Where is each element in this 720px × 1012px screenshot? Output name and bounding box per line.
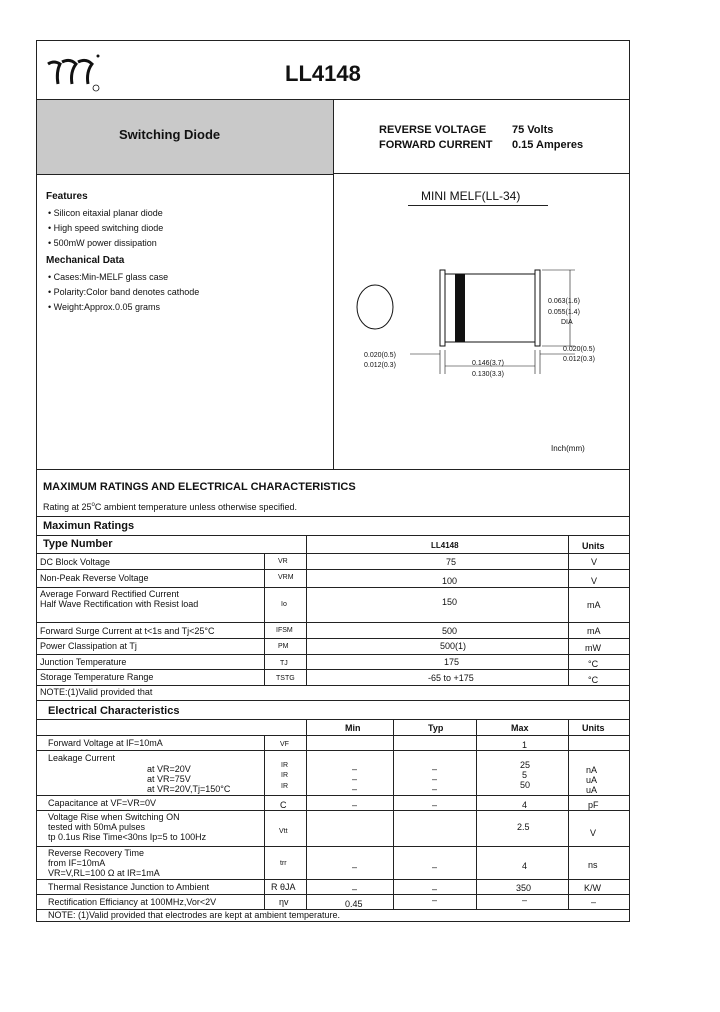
rating-value: 500	[442, 626, 458, 636]
col-max: Max	[511, 723, 529, 733]
feature-item: • High speed switching diode	[48, 223, 164, 233]
rating-symbol: IFSM	[276, 627, 293, 634]
units-note: Inch(mm)	[551, 444, 585, 453]
elec-max: 4	[522, 800, 528, 810]
rating-symbol: PM	[278, 643, 289, 650]
elec-typ: –	[432, 800, 438, 810]
elec-typ: –	[432, 895, 438, 905]
elec-min: –	[352, 764, 358, 774]
rating-param: Average Forward Rectified Current	[40, 589, 179, 599]
elec-max: 1	[522, 740, 528, 750]
elec-typ: –	[432, 764, 438, 774]
elec-min: –	[352, 884, 358, 894]
rating-value: 500(1)	[440, 641, 467, 651]
elec-condition: at VR=75V	[147, 774, 191, 784]
reverse-voltage-value: 75 Volts	[512, 124, 554, 136]
ratings-heading: MAXIMUM RATINGS AND ELECTRICAL CHARACTERISTICS	[43, 481, 356, 493]
rating-unit: V	[591, 576, 598, 586]
dim-diameter-max: 0.063(1.6)	[548, 298, 580, 305]
feature-item: • 500mW power dissipation	[48, 238, 157, 248]
features-title: Features	[46, 191, 88, 202]
elec-symbol: R θJA	[271, 882, 296, 892]
elec-unit: K/W	[584, 883, 601, 893]
rating-symbol: TSTG	[276, 675, 295, 682]
elec-unit: uA	[586, 785, 598, 795]
elec-symbol: Vtt	[279, 828, 288, 835]
rating-value: 100	[442, 576, 458, 586]
rating-param: Junction Temperature	[40, 657, 127, 667]
elec-symbol: trr	[280, 860, 287, 867]
electrical-footnote: NOTE: (1)Valid provided that electrodes are kept at ambient temperature.	[48, 910, 340, 920]
elec-param: Capacitance at VF=VR=0V	[48, 798, 157, 808]
elec-param: tp 0.1us Rise Time<30ns Ip=5 to 100Hz	[48, 832, 207, 842]
col-type-number: Type Number	[43, 538, 113, 550]
rating-value: 150	[442, 597, 458, 607]
rating-param: Storage Temperature Range	[40, 672, 154, 682]
elec-max: 5	[522, 770, 528, 780]
elec-param: from IF=10mA	[48, 858, 106, 868]
rating-value: 75	[446, 557, 457, 567]
elec-param: Rectification Efficiancy at 100MHz,Vor<2V	[48, 897, 217, 907]
elec-param: Reverse Recovery Time	[48, 848, 145, 858]
col-units: Units	[582, 541, 605, 551]
dim-diameter-min: 0.055(1.4)	[548, 309, 580, 316]
elec-symbol: C	[280, 800, 287, 810]
rating-param: Power Classipation at Tj	[40, 641, 137, 651]
col-min: Min	[345, 723, 361, 733]
rating-unit: °C	[588, 675, 599, 685]
elec-typ: –	[432, 862, 438, 872]
col-part-number: LL4148	[431, 541, 459, 550]
rating-symbol: Io	[281, 601, 287, 608]
dim-end-max: 0.020(0.5)	[364, 352, 396, 359]
rating-param: Forward Surge Current at t<1s and Tj<25°C	[40, 626, 215, 636]
dim-end-min: 0.012(0.3)	[364, 362, 396, 369]
rating-value: 175	[444, 657, 460, 667]
elec-param: Thermal Resistance Junction to Ambient	[48, 882, 210, 892]
ratings-footnote: NOTE:(1)Valid provided that	[40, 687, 153, 697]
elec-symbol: IR	[281, 772, 288, 779]
elec-max: 2.5	[517, 822, 530, 832]
mechanical-item: • Polarity:Color band denotes cathode	[48, 287, 200, 297]
rating-symbol: VR	[278, 558, 288, 565]
col-typ: Typ	[428, 723, 444, 733]
elec-max: 4	[522, 861, 528, 871]
elec-unit: ns	[588, 860, 598, 870]
elec-typ: –	[432, 774, 438, 784]
elec-param: Leakage Current	[48, 753, 116, 763]
elec-unit: –	[591, 897, 597, 907]
electrical-title: Electrical Characteristics	[48, 705, 180, 717]
elec-symbol: IR	[281, 762, 288, 769]
elec-max: 350	[516, 883, 532, 893]
rating-unit: mA	[587, 600, 601, 610]
mechanical-item: • Cases:Min-MELF glass case	[48, 272, 169, 282]
elec-unit: V	[590, 828, 597, 838]
elec-max: –	[522, 895, 528, 905]
elec-symbol: ηv	[279, 897, 289, 907]
reverse-voltage-label: REVERSE VOLTAGE	[379, 124, 487, 136]
elec-max: 50	[520, 780, 531, 790]
dim-cap-max: 0.020(0.5)	[563, 346, 595, 353]
company-logo	[44, 50, 104, 94]
elec-typ: –	[432, 884, 438, 894]
rating-unit: mW	[585, 643, 601, 653]
part-number-title: LL4148	[285, 61, 361, 86]
forward-current-label: FORWARD CURRENT	[379, 139, 493, 151]
max-ratings-title: Maximun Ratings	[43, 520, 135, 532]
feature-item: • Silicon eitaxial planar diode	[48, 208, 163, 218]
elec-min: –	[352, 784, 358, 794]
dim-length-max: 0.146(3.7)	[472, 360, 504, 367]
rating-value: -65 to +175	[428, 673, 474, 683]
elec-min: –	[352, 862, 358, 872]
elec-max: 25	[520, 760, 531, 770]
rating-param: Non-Peak Reverse Voltage	[40, 573, 149, 583]
mechanical-item: • Weight:Approx.0.05 grams	[48, 302, 161, 312]
elec-condition: at VR=20V,Tj=150°C	[147, 784, 231, 794]
ratings-note: Rating at 25$^o$C ambient temperature unless otherwise specified.	[43, 502, 297, 512]
rating-symbol: VRM	[278, 574, 294, 581]
product-type: Switching Diode	[119, 127, 221, 142]
rating-unit: °C	[588, 659, 599, 669]
elec-unit: uA	[586, 775, 598, 785]
elec-unit: pF	[588, 800, 599, 810]
rating-param: DC Block Voltage	[40, 557, 111, 567]
elec-min: –	[352, 800, 358, 810]
elec-min: 0.45	[345, 899, 363, 909]
col-units: Units	[582, 723, 605, 733]
dim-dia-label: DIA	[561, 319, 573, 326]
elec-param: VR=V,RL=100 Ω at IR=1mA	[48, 868, 160, 878]
elec-param: Voltage Rise when Switching ON	[48, 812, 180, 822]
dim-cap-min: 0.012(0.3)	[563, 356, 595, 363]
elec-symbol: IR	[281, 783, 288, 790]
elec-typ: –	[432, 784, 438, 794]
dim-length-min: 0.130(3.3)	[472, 371, 504, 378]
mechanical-title: Mechanical Data	[46, 255, 125, 266]
elec-unit: nA	[586, 765, 598, 775]
rating-symbol: TJ	[280, 660, 288, 667]
rating-unit: mA	[587, 626, 601, 636]
elec-param: tested with 50mA pulses	[48, 822, 146, 832]
elec-param: Forward Voltage at IF=10mA	[48, 738, 163, 748]
rating-param: Half Wave Rectification with Resist load	[40, 599, 199, 609]
elec-min: –	[352, 774, 358, 784]
elec-symbol: VF	[280, 741, 289, 748]
package-title: MINI MELF(LL-34)	[421, 189, 521, 203]
forward-current-value: 0.15 Amperes	[512, 139, 584, 151]
rating-unit: V	[591, 557, 598, 567]
elec-condition: at VR=20V	[147, 764, 191, 774]
